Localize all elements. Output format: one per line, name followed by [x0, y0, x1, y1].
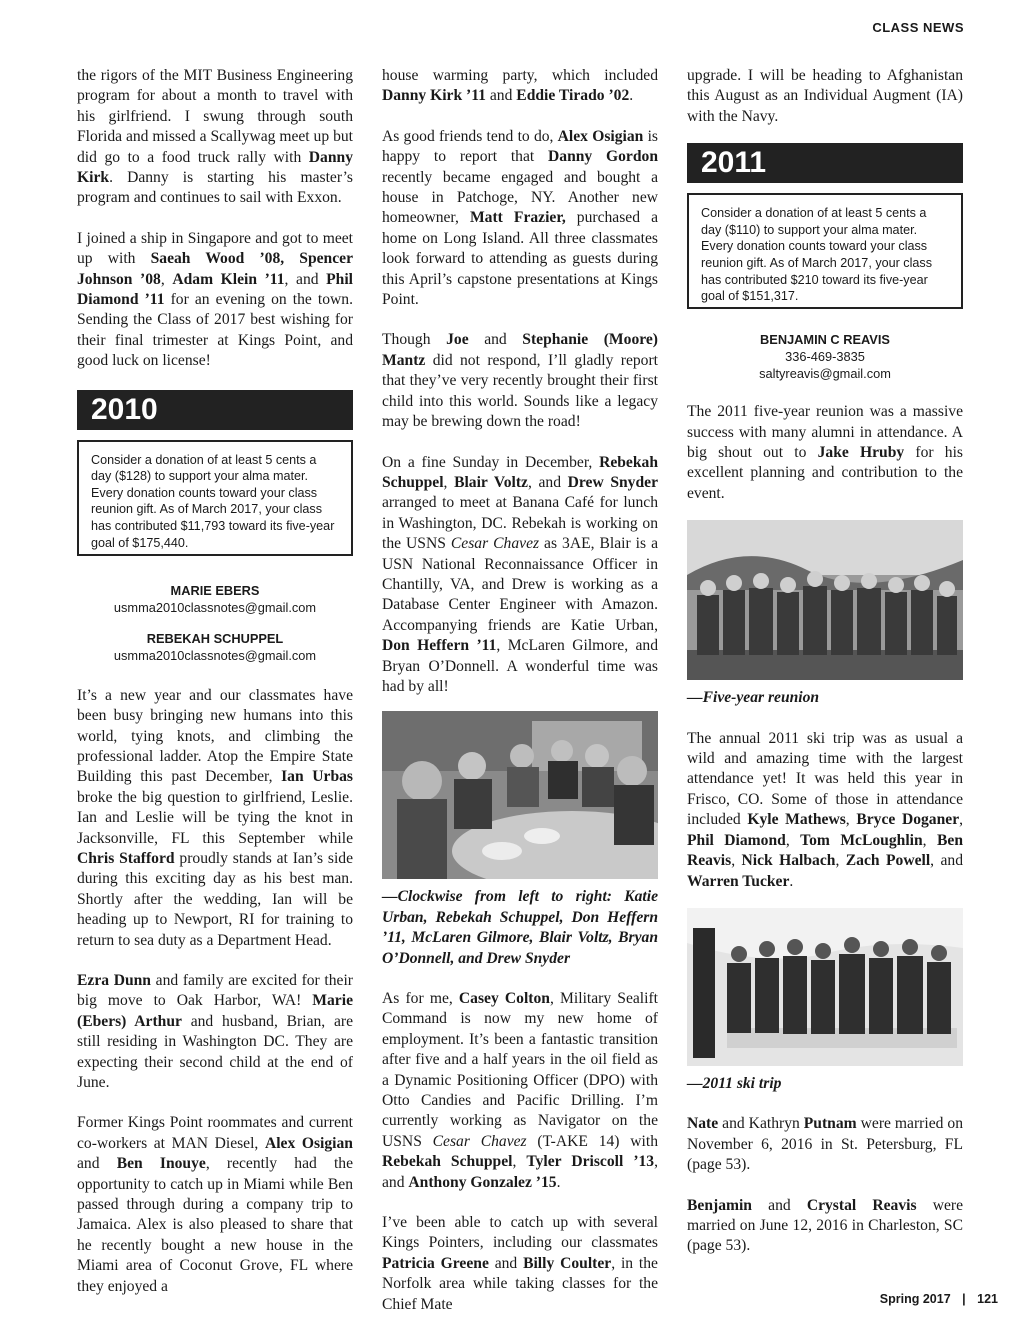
photo-caption: —Clockwise from left to right: Katie Urban, Rebekah Schuppel, Don Heffern ’11, McLaren Gilmore, Blair Voltz, Bryan O’Donnell, and Drew Snyder	[382, 888, 658, 967]
bold-name: Joe	[446, 331, 469, 349]
bold-name: Jake Hruby	[817, 444, 905, 462]
text-run: and husband, Brian, are still residing in Washington DC. They are expecting their second child at the end of June.	[77, 1012, 353, 1091]
section-header: CLASS NEWS	[872, 20, 964, 35]
text-run: , and	[527, 473, 568, 491]
bold-name: Warren Tucker	[687, 872, 790, 890]
contact-name: MARIE EBERS	[170, 582, 260, 598]
text-run: I joined a ship in Singapore and got to meet up with	[77, 229, 353, 268]
text-run: , recently had the opportunity to catch up in Miami while Ben passed through during a company trip to Jamaica. Alex is also pleased to share that he recently bought a new house in the Miami area of Coconut Grove, FL where they enjoyed a	[77, 1155, 354, 1295]
bold-name: Drew Snyder	[567, 473, 658, 491]
donation-box: Consider a donation of at least 5 cents a day ($110) to support your alma mater. Every donation counts toward your class reunion gift. As of March 2017, your class has contributed $210 toward its five-year goal of $151,317.	[687, 193, 963, 309]
paragraph	[687, 402, 963, 504]
class-contact	[687, 331, 963, 382]
bold-name: Nick Halbach	[741, 852, 836, 870]
text-run: ,	[512, 1153, 527, 1171]
bold-name: Saeah Wood ’08, Spencer Johnson ’08	[77, 250, 353, 288]
text-run: , in the Norfolk area while taking classes for the Chief Mate	[382, 1254, 658, 1313]
text-run: The annual 2011 ski trip was as usual a wild and amazing time with the largest attendance yet! It was held this year in Frisco, CO. Some of those in attendance included	[687, 729, 963, 829]
column-2	[382, 66, 658, 1335]
text-run: and Kathryn	[718, 1115, 804, 1133]
text-run: is happy to report that	[382, 127, 658, 166]
paragraph	[382, 453, 658, 698]
text-run: ,	[959, 811, 964, 829]
text-run: as 3AE, Blair is a USN National Reconnaissance Officer in Chantilly, VA, and Drew is working as a Database Center Engineer with Amazon. Accompanying friends are Katie Urban,	[382, 535, 658, 634]
paragraph	[77, 686, 353, 951]
bold-name: Tyler Driscoll ’13	[526, 1153, 655, 1171]
text-run: ,	[845, 811, 857, 829]
bold-name: Ben Inouye	[116, 1155, 206, 1173]
bold-name: Alex Osigian	[264, 1134, 353, 1152]
text-run: It’s a new year and our classmates have been busy bringing new humans into this world, tying knots, and climbing the professional ladder. Atop the Empire State Building this past December,	[77, 686, 353, 786]
bold-name: Kyle Mathews	[747, 811, 846, 829]
text-run: for an evening on the town. Sending the Class of 2017 best wishing for their final trimester at Kings Point, and good luck on license!	[77, 291, 353, 370]
class-year-heading: 2011	[687, 143, 963, 183]
text-run: The 2011 five-year reunion was a massive success with many alumni in attendance. A big shout out to	[687, 403, 963, 462]
paragraph	[77, 66, 353, 209]
text-run: .	[789, 872, 794, 890]
contact-name: BENJAMIN C REAVIS	[760, 332, 890, 348]
paragraph	[687, 729, 963, 892]
text-run: and family are excited for their big move to Oak Harbor, WA!	[77, 971, 353, 1010]
bold-name: Stephanie (Moore) Mantz	[382, 331, 658, 369]
bold-name: Danny Kirk	[77, 148, 353, 187]
contact-phone: 336-469-3835	[785, 349, 865, 365]
text-run: and	[468, 331, 523, 349]
paragraph	[382, 66, 658, 107]
text-run: arranged to meet at Banana Café for lunch in Washington, DC. Rebekah is working on the USNS	[382, 494, 658, 553]
bold-name: Rebekah Schuppel	[382, 1153, 513, 1171]
text-run: As for me,	[382, 990, 459, 1007]
text-run: .	[556, 1173, 561, 1191]
text-run: ,	[160, 270, 173, 288]
text-run: , Military Sealift Command is now my new home of employment. It’s been a fantastic transition after five and a half years in the oil field as a Dynamic Positioning Officer (DPO) with Otto Candies and Pacific Drilling. I’m currently working as Navigator on the USNS	[382, 990, 658, 1150]
class-contact	[77, 630, 353, 664]
italic-text: Cesar Chavez	[432, 1132, 527, 1150]
page-footer	[880, 1292, 998, 1306]
ski-trip-photo	[687, 908, 963, 1066]
paragraph	[382, 989, 658, 1193]
text-run: were married on November 6, 2016 in St. Petersburg, FL (page 53).	[687, 1115, 963, 1174]
text-run: were married on June 12, 2016 in Charleston, SC (page 53).	[687, 1196, 964, 1255]
text-run: purchased a home on Long Island. All three classmates look forward to attending as guests during this April’s capstone presentations at Kings Point.	[382, 209, 658, 309]
text-run: Though	[382, 331, 447, 349]
text-run: for his excellent planning and contribution to the event.	[687, 444, 963, 502]
text-run: , and	[284, 270, 327, 288]
column-1	[77, 66, 353, 1317]
text-run: Former Kings Point roommates and current co-workers at MAN Diesel,	[77, 1114, 353, 1152]
bold-name: Chris Stafford	[77, 849, 175, 867]
text-run: (T-AKE 14) with	[526, 1132, 658, 1150]
bold-name: Ezra Dunn	[77, 971, 151, 989]
text-run: house warming party, which included	[382, 67, 658, 84]
paragraph	[687, 66, 963, 127]
text-run: ,	[922, 831, 937, 849]
contact-email[interactable]: usmma2010classnotes@gmail.com	[113, 647, 317, 663]
paragraph	[687, 1196, 963, 1257]
paragraph	[382, 127, 658, 311]
bold-name: Casey Colton	[458, 990, 550, 1007]
text-run: ,	[731, 852, 742, 870]
bold-name: Danny Gordon	[548, 148, 658, 166]
bold-name: Marie (Ebers) Arthur	[77, 992, 353, 1030]
page-number: 121	[977, 1292, 998, 1306]
text-run: proudly stands at Ian’s side during this exciting day as his best man. Shortly after the wedding, Ian will be heading up to Newport, RI for training to return to sea duty as a Department Head.	[77, 849, 354, 949]
text-run: ,	[835, 852, 846, 870]
bold-name: Zach Powell	[845, 852, 931, 870]
bold-name: Tom McLoughlin	[800, 831, 923, 849]
bold-name: Putnam	[803, 1115, 857, 1133]
bold-name: Matt Frazier,	[469, 209, 566, 227]
bold-name: Blair Voltz	[454, 473, 528, 491]
bold-name: Don Heffern ’11	[382, 637, 497, 655]
text-run: upgrade. I will be heading to Afghanistan this August as an Individual Augment (IA) with the Navy.	[687, 67, 963, 125]
paragraph	[77, 1113, 353, 1297]
text-run: ,	[443, 473, 455, 491]
photo-caption: —2011 ski trip	[687, 1074, 782, 1092]
text-run: recently became engaged and bought a house in Patchoge, NY. Another new homeowner,	[382, 168, 658, 227]
italic-text: Cesar Chavez	[450, 535, 540, 553]
issue-label: Spring 2017	[879, 1292, 951, 1306]
text-run: and	[751, 1196, 807, 1214]
bold-name: Billy Coulter	[523, 1254, 612, 1272]
lunch-photo	[382, 711, 658, 879]
bold-name: Danny Kirk ’11	[382, 87, 486, 105]
bold-name: Patricia Greene	[382, 1254, 489, 1272]
footer-separator: |	[962, 1292, 966, 1306]
text-run: As good friends tend to do,	[382, 127, 558, 145]
text-run: , McLaren Gilmore, and Bryan O’Donnell. A wonderful time was had by all!	[382, 637, 659, 695]
bold-name: Benjamin	[687, 1196, 752, 1214]
paragraph	[77, 229, 353, 372]
text-run: , and	[382, 1153, 659, 1191]
text-run: , and	[930, 852, 964, 870]
text-run: the rigors of the MIT Business Engineering program for about a month to travel with his girlfriend. I swung through south Florida and missed a Scallywag meet up but did go to a food truck rally with	[77, 67, 353, 166]
donation-box: Consider a donation of at least 5 cents a day ($128) to support your alma mater. Every donation counts toward your class reunion gift. As of March 2017, your class has contributed $11,793 toward its five-year goal of $175,440.	[77, 440, 353, 556]
bold-name: Eddie Tirado ’02	[516, 87, 630, 105]
paragraph	[77, 971, 353, 1093]
text-run: ,	[785, 831, 801, 849]
class-year-heading: 2010	[77, 390, 353, 430]
bold-name: Bryce Doganer	[856, 811, 960, 829]
bold-name: Crystal Reavis	[806, 1196, 917, 1214]
contact-email[interactable]: saltyreavis@gmail.com	[759, 366, 891, 382]
bold-name: Phil Diamond	[687, 831, 786, 849]
bold-name: Phil Diamond ’11	[77, 270, 353, 309]
text-run: .	[629, 87, 634, 105]
text-run: and	[485, 87, 517, 105]
text-run: . Danny is starting his master’s program and continues to sail with Exxon.	[77, 169, 353, 207]
bold-name: Nate	[687, 1115, 719, 1133]
photo-caption: —Five-year reunion	[687, 689, 820, 707]
text-run: I’ve been able to catch up with several Kings Pointers, including our classmates	[382, 1214, 658, 1252]
class-contact	[77, 582, 353, 616]
text-run: On a fine Sunday in December,	[382, 453, 600, 471]
paragraph	[687, 1114, 963, 1175]
bold-name: Rebekah Schuppel	[382, 453, 658, 491]
bold-name: Alex Osigian	[557, 127, 644, 145]
bold-name: Ian Urbas	[281, 768, 353, 786]
text-run: did not respond, I’ll gladly report that they’ve very recently brought their first child into this world. Sounds like a legacy may be brewing down the road!	[382, 351, 658, 431]
contact-email[interactable]: usmma2010classnotes@gmail.com	[113, 599, 317, 615]
bold-name: Anthony Gonzalez ’15	[408, 1173, 557, 1191]
paragraph	[382, 330, 658, 432]
bold-name: Adam Klein ’11	[172, 270, 285, 288]
text-run: and	[488, 1254, 524, 1272]
text-run: broke the big question to girlfriend, Leslie. Ian and Leslie will be tying the knot in Jacksonville, FL this September while	[77, 788, 353, 847]
reunion-photo	[687, 520, 963, 680]
column-3	[687, 66, 963, 1277]
bold-name: Ben Reavis	[687, 831, 963, 870]
paragraph	[382, 1213, 658, 1315]
contact-name: REBEKAH SCHUPPEL	[146, 630, 284, 646]
text-run: and	[77, 1155, 117, 1173]
